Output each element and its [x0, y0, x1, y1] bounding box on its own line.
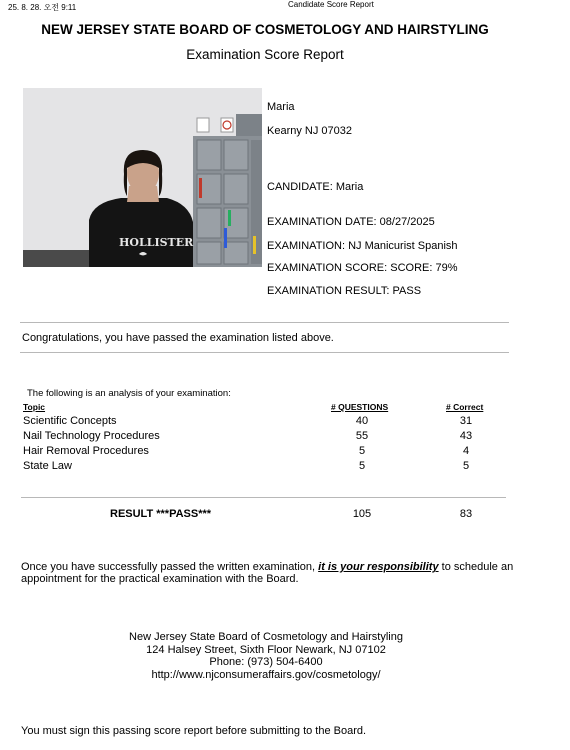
exam-name: EXAMINATION: NJ Manicurist Spanish — [267, 240, 458, 252]
column-header-correct: # Correct — [446, 402, 484, 412]
responsibility-text: Once you have successfully passed the written examination, — [21, 561, 319, 573]
responsibility-emphasis: it is your responsibility — [318, 561, 439, 573]
analysis-intro: The following is an analysis of your examination: — [27, 388, 231, 399]
candidate-name: Maria — [267, 101, 295, 113]
correct-cell: 31 — [459, 415, 473, 427]
result-label: RESULT ***PASS*** — [110, 508, 212, 520]
questions-cell: 55 — [355, 430, 369, 442]
topic-cell: Nail Technology Procedures — [23, 430, 160, 442]
result-questions-total: 105 — [352, 508, 372, 520]
questions-cell: 40 — [355, 415, 369, 427]
phone-line: Phone: (973) 504-6400 — [209, 656, 323, 668]
exam-result: EXAMINATION RESULT: PASS — [267, 285, 422, 297]
divider — [20, 352, 509, 353]
report-title: Examination Score Report — [186, 47, 344, 62]
exam-date: EXAMINATION DATE: 08/27/2025 — [267, 216, 435, 228]
questions-cell: 5 — [358, 445, 366, 457]
responsibility-note — [21, 561, 521, 585]
divider — [21, 497, 506, 498]
print-page-title: Candidate Score Report — [288, 0, 374, 9]
board-address — [0, 631, 532, 681]
print-date-time: 25. 8. 28. 오전 9:11 — [8, 3, 77, 12]
correct-cell: 5 — [462, 460, 470, 472]
candidate-photo — [23, 88, 262, 267]
topic-cell: Scientific Concepts — [23, 415, 117, 427]
website-url: http://www.njconsumeraffairs.gov/cosmetology/ — [151, 668, 381, 681]
correct-cell: 43 — [459, 430, 473, 442]
topic-cell: Hair Removal Procedures — [23, 445, 149, 457]
sign-note: You must sign this passing score report before submitting to the Board. — [21, 725, 367, 737]
board-title: NEW JERSEY STATE BOARD OF COSMETOLOGY AND HAIRSTYLING — [41, 22, 489, 37]
congratulations-message: Congratulations, you have passed the examination listed above. — [22, 332, 334, 344]
candidate-label: CANDIDATE: Maria — [267, 181, 364, 193]
address-line: 124 Halsey Street, Sixth Floor Newark, NJ 07102 — [146, 643, 386, 656]
correct-cell: 4 — [462, 445, 470, 457]
divider — [20, 322, 509, 323]
column-header-questions: # QUESTIONS — [331, 402, 389, 412]
responsibility-text: to schedule an appointment for the practical examination with the Board. — [21, 561, 514, 585]
svg-text:HOLLISTER: HOLLISTER — [119, 236, 194, 249]
candidate-city: Kearny NJ 07032 — [267, 125, 352, 137]
questions-cell: 5 — [358, 460, 366, 472]
exam-score: EXAMINATION SCORE: SCORE: 79% — [267, 262, 458, 274]
column-header-topic: Topic — [23, 402, 46, 412]
topic-cell: State Law — [23, 460, 72, 472]
address-line: New Jersey State Board of Cosmetology and Hairstyling — [129, 631, 403, 643]
result-correct-total: 83 — [459, 508, 473, 520]
